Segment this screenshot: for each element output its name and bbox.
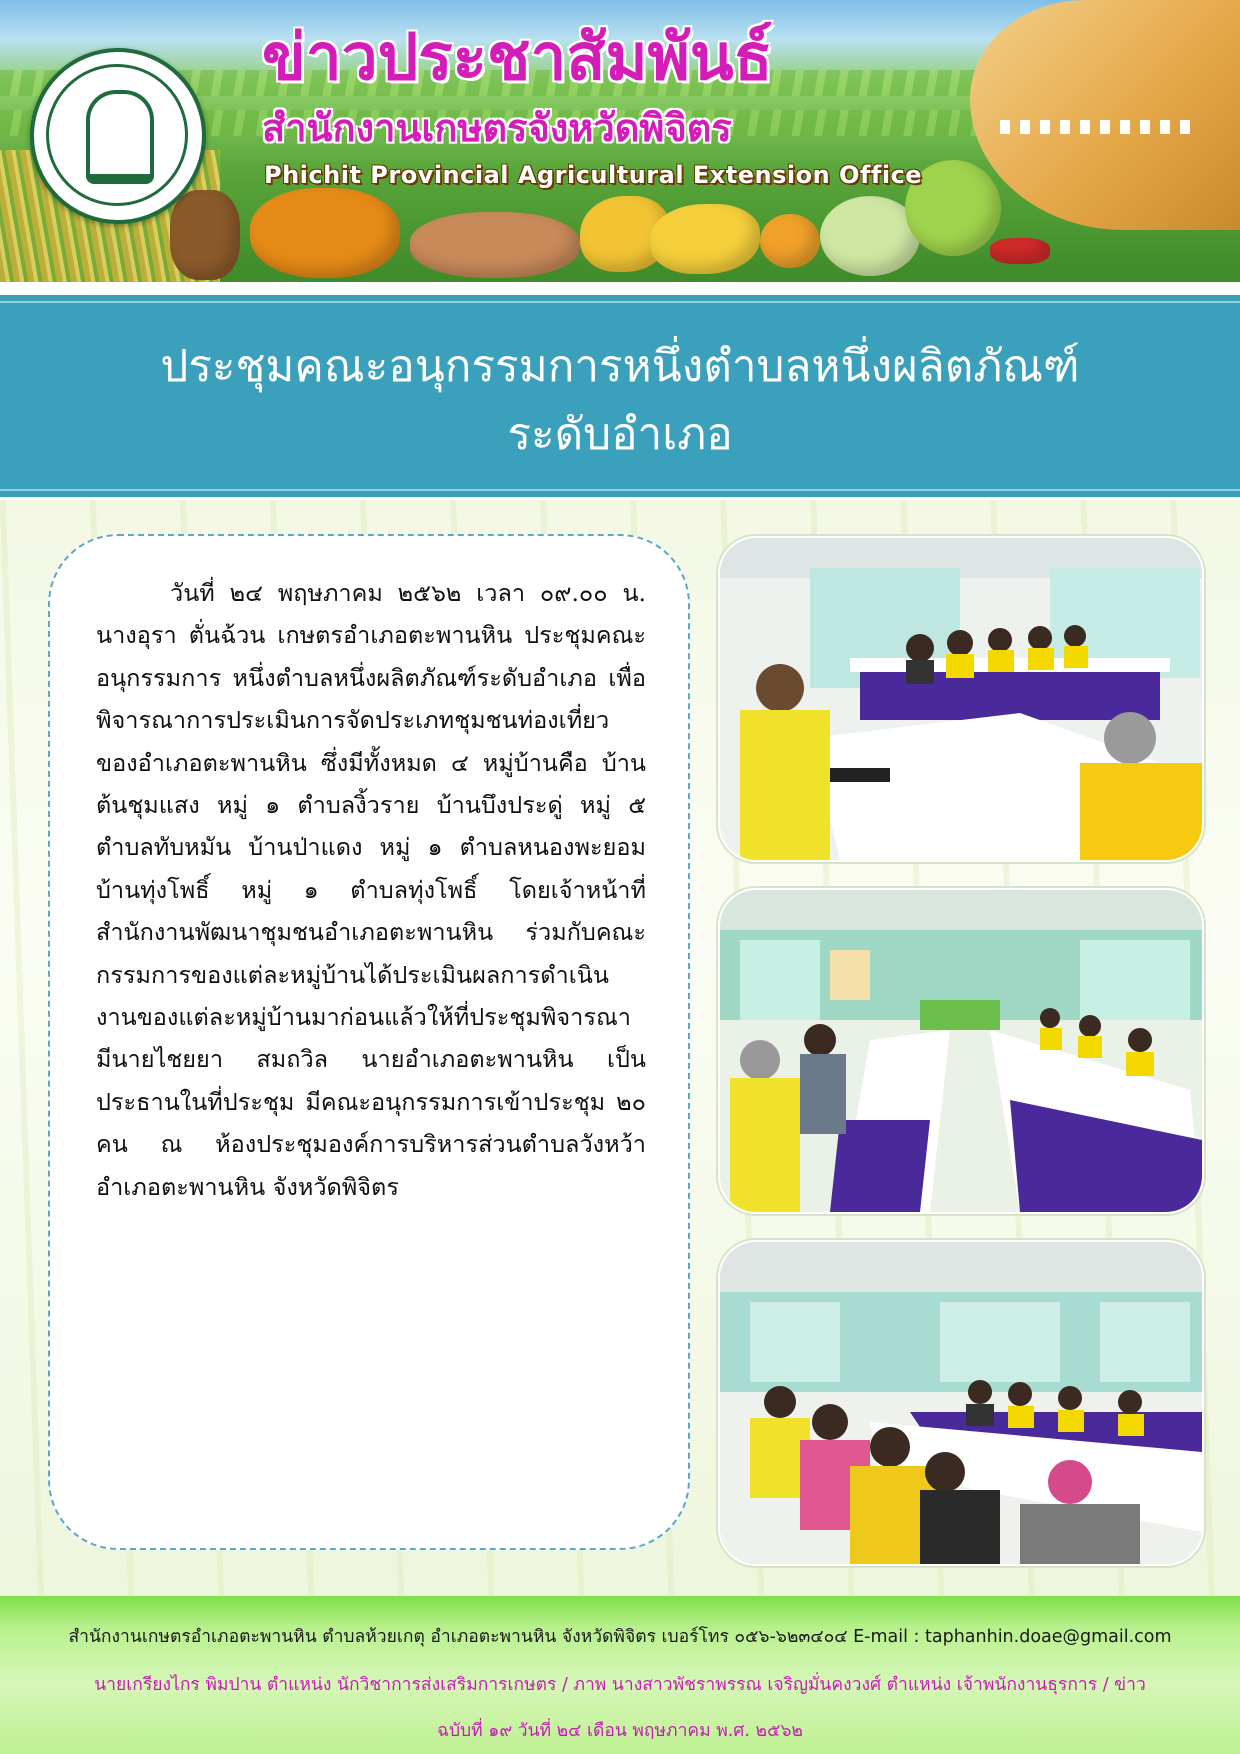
office-name-thai: สำนักงานเกษตรจังหวัดพิจิตร	[262, 106, 732, 150]
department-seal-logo	[30, 48, 206, 224]
footer-issue: ฉบับที่ ๑๙ วันที่ ๒๔ เดือน พฤษภาคม พ.ศ. ๒๕๖๒	[437, 1721, 803, 1741]
crocodile-statue-image	[970, 0, 1240, 230]
newsletter-title: ข่าวประชาสัมพันธ์	[262, 21, 773, 95]
headline-line-2: ระดับอำเภอ	[507, 409, 733, 460]
headline	[0, 333, 1240, 469]
chili-image	[990, 238, 1050, 264]
cassava-image	[410, 212, 580, 278]
office-name-english: Phichit Provincial Agricultural Extension Office	[264, 161, 923, 189]
footer-address: สำนักงานเกษตรอำเภอตะพานหิน ตำบลห้วยเกตุ อำเภอตะพานหิน จังหวัดพิจิตร เบอร์โทร ๐๕๖-๖๒๓๔๐๔ E-mail : taphanhin.doae@gmail.com	[68, 1627, 1172, 1647]
story-text: วันที่ ๒๔ พฤษภาคม ๒๕๖๒ เวลา ๐๙.๐๐ น. นางอุรา ตั่นฉ้วน เกษตรอำเภอตะพานหิน ประชุมคณะอนุกรรมการ หนึ่งตำบลหนึ่งผลิตภัณฑ์ระดับอำเภอ เพื่อพิจารณาการประเมินการจัดประเภทชุมชนท่องเที่ยวของอำเภอตะพานหิน ซึ่งมีทั้งหมด ๔ หมู่บ้านคือ บ้านต้นชุมแสง หมู่ ๑ ตำบลงิ้วราย บ้านบึงประดู่ หมู่ ๕ ตำบลทับหมัน บ้านป่าแดง หมู่ ๑ ตำบลหนองพะยอม บ้านทุ่งโพธิ์ หมู่ ๑ ตำบลทุ่งโพธิ์ โดยเจ้าหน้าที่สำนักงานพัฒนาชุมชนอำเภอตะพานหิน ร่วมกับคณะกรรมการของแต่ละหมู่บ้านได้ประเมินผลการดำเนินงานของแต่ละหมู่บ้านมาก่อนแล้วให้ที่ประชุมพิจารณา มีนายไชยยา สมถวิล นายอำเภอตะพานหิน เป็นประธานในที่ประชุม มีคณะอนุกรรมการเข้าประชุม ๒๐ คน ณ ห้องประชุมองค์การบริหารส่วนตำบลวังหว้า อำเภอตะพานหิน จังหวัดพิจิตร	[96, 579, 646, 1201]
meeting-photo-1	[718, 536, 1204, 862]
footer	[0, 1596, 1240, 1754]
meeting-photo-2	[718, 888, 1204, 1214]
footer-credits: นายเกรียงไกร พิมปาน ตำแหน่ง นักวิชาการส่งเสริมการเกษตร / ภาพ นางสาวพัชราพรรณ เจริญมั่นคงวงศ์ ตำแหน่ง เจ้าพนักงานธุรการ / ข่าว	[94, 1675, 1146, 1695]
orange-image	[760, 214, 820, 268]
sugarcane-image	[170, 190, 240, 280]
corn-image	[250, 188, 400, 278]
header-banner	[0, 0, 1240, 282]
mango-image	[650, 204, 760, 274]
meeting-photo-3	[718, 1240, 1204, 1566]
divider	[0, 282, 1240, 288]
headline-line-1: ประชุมคณะอนุกรรมการหนึ่งตำบลหนึ่งผลิตภัณฑ์	[160, 341, 1080, 392]
headline-band	[0, 292, 1240, 500]
